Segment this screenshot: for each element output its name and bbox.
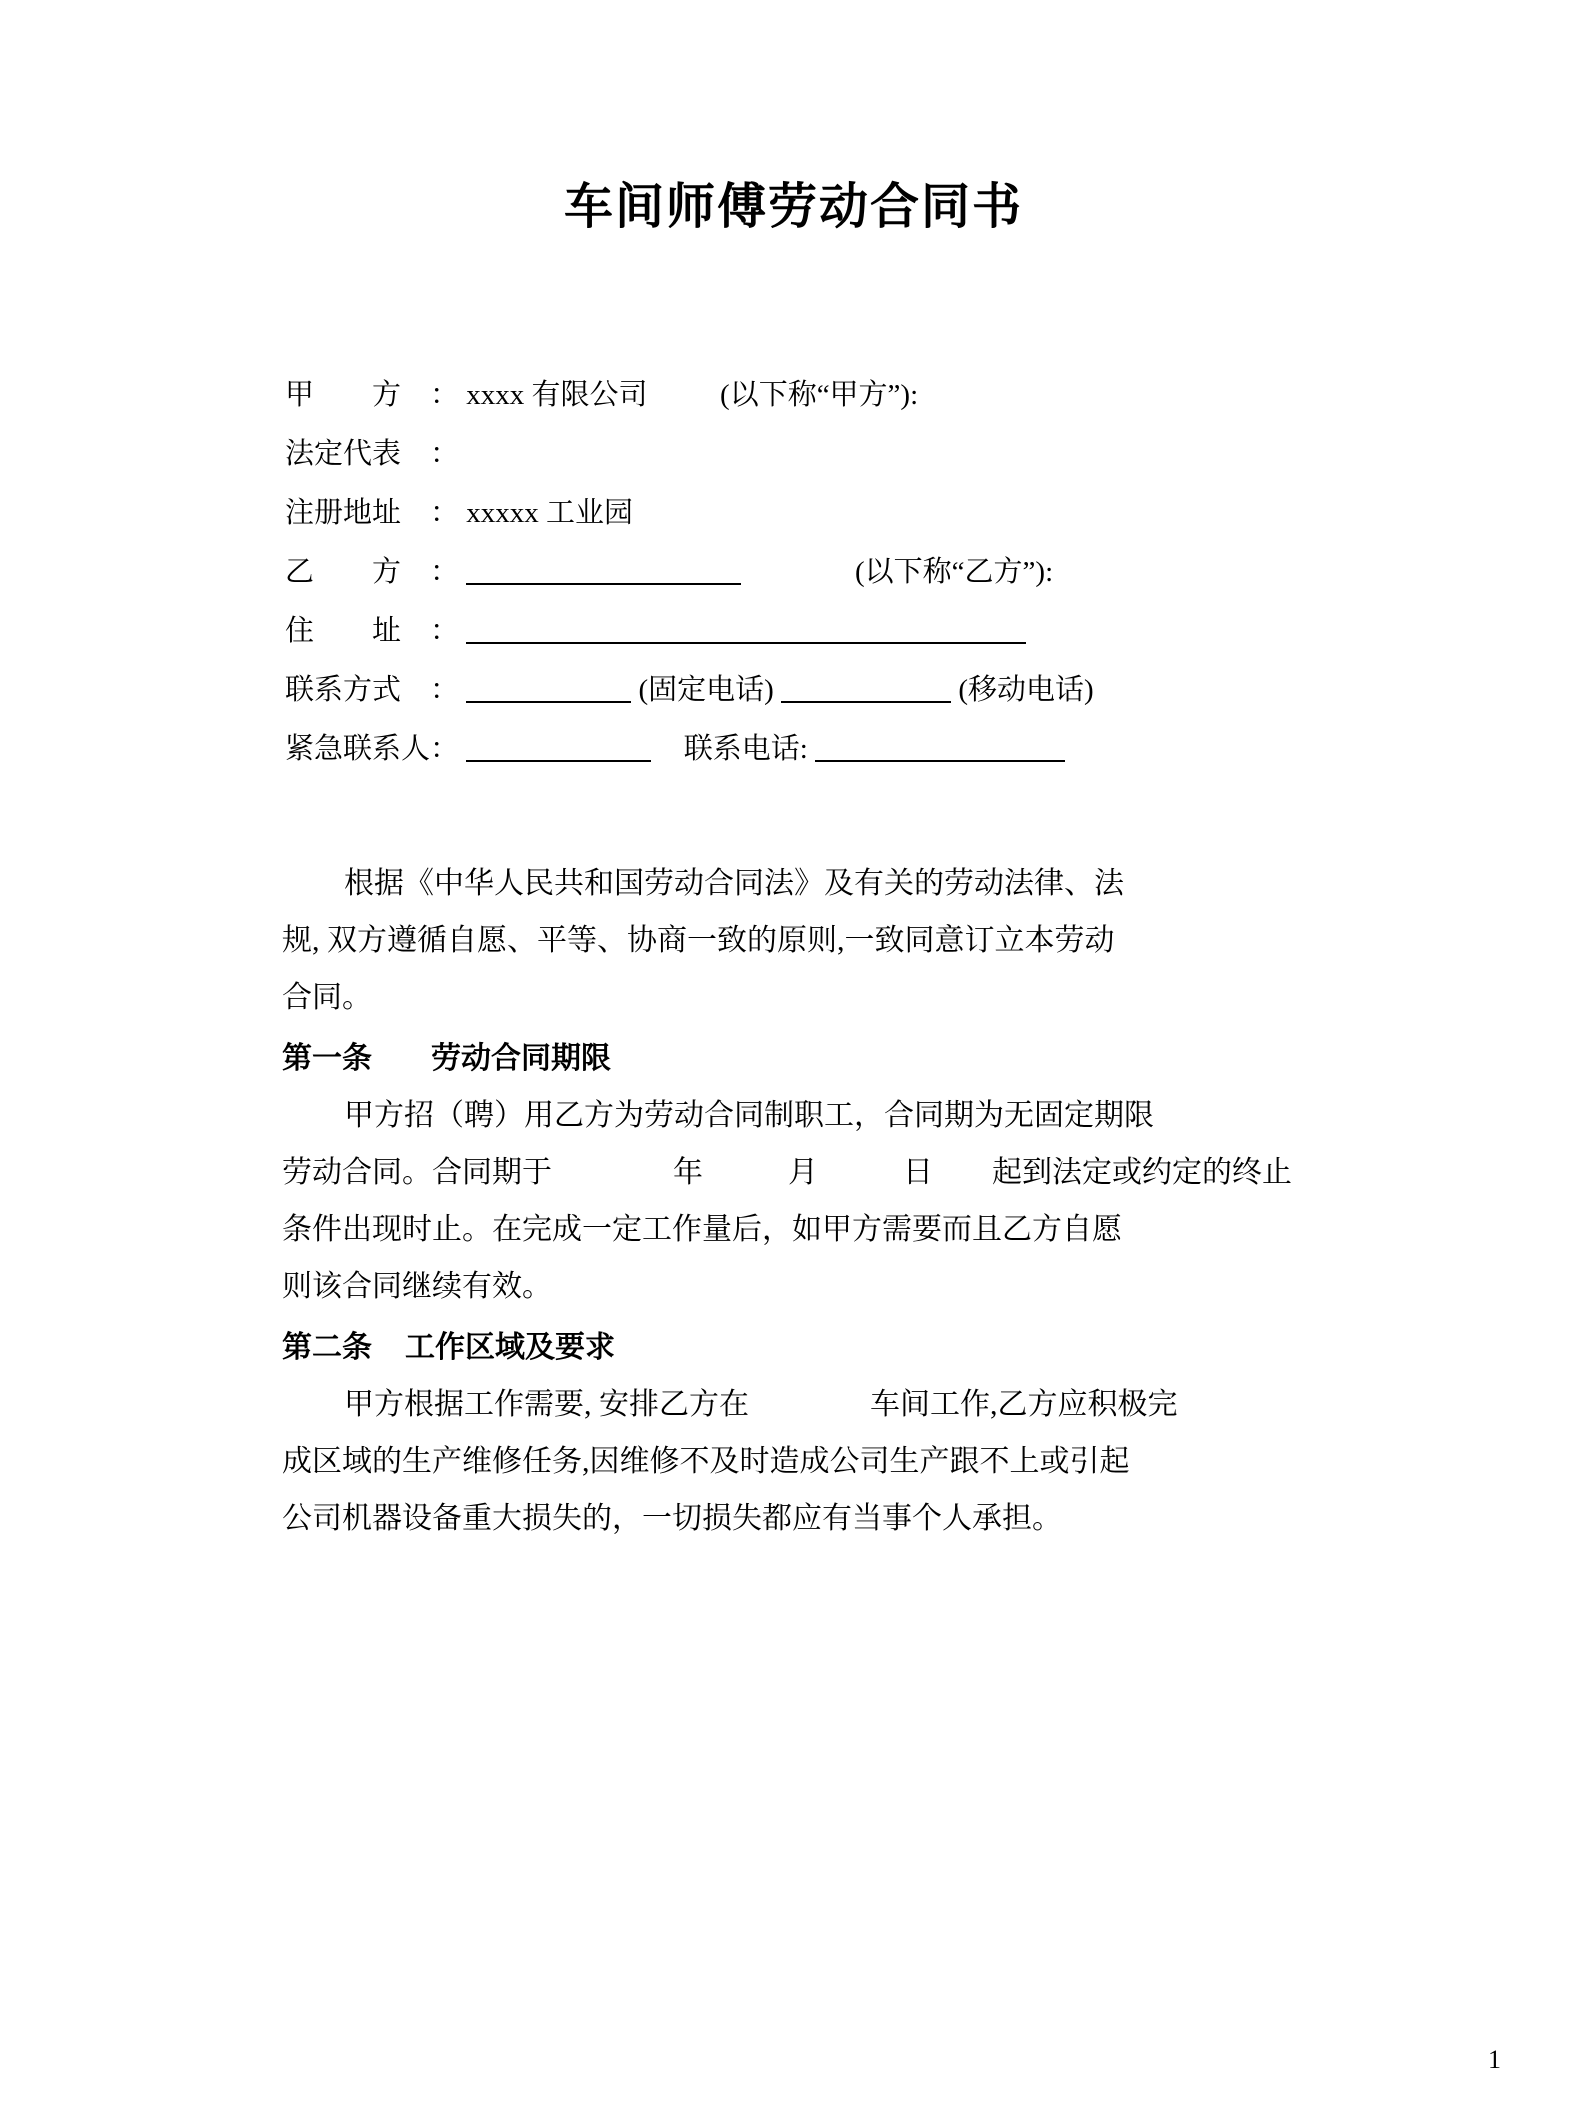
clause-1-line-4: 则该合同继续有效。 xyxy=(282,1270,552,1303)
emergency-contact-line xyxy=(285,720,1467,779)
clause-2-line-1-tail: 车间工作,乙方应积极完 xyxy=(870,1388,1178,1421)
preamble-line-1: 根据《中华人民共和国劳动合同法》及有关的劳动法律、法 xyxy=(344,867,1124,900)
party-info-block xyxy=(0,366,1587,779)
emergency-contact-label: 紧急联系人： xyxy=(285,733,460,765)
clause-1-line-1: 甲方招（聘）用乙方为劳动合同制职工，合同期为无固定期限 xyxy=(344,1099,1154,1132)
document-body xyxy=(0,855,1587,1547)
page-number: 1 xyxy=(1488,2045,1501,2074)
page-title: 车间师傅劳动合同书 xyxy=(563,179,1023,234)
clause-1-year-blank[interactable]: 年 xyxy=(673,1156,703,1189)
party-b-line xyxy=(285,543,1467,602)
party-b-label: 乙 方 ： xyxy=(285,556,460,588)
clause-2-line-2: 成区域的生产维修任务,因维修不及时造成公司生产跟不上或引起 xyxy=(282,1445,1130,1478)
clause-1-month-blank[interactable]: 月 xyxy=(788,1156,818,1189)
clause-2-line-1-text: 甲方根据工作需要, 安排乙方在 xyxy=(344,1388,749,1421)
legal-rep-line xyxy=(285,425,1467,484)
emergency-phone-blank-field[interactable] xyxy=(815,734,1065,762)
fixed-phone-blank-field[interactable] xyxy=(466,675,631,703)
party-a-value: xxxx 有限公司 xyxy=(466,379,648,411)
clause-2-line-3: 公司机器设备重大损失的，一切损失都应有当事个人承担。 xyxy=(282,1502,1062,1535)
party-a-label: 甲 方 ： xyxy=(285,379,460,411)
party-b-blank-field[interactable] xyxy=(466,557,741,585)
reg-address-label: 注册地址 ： xyxy=(285,497,460,529)
contact-line xyxy=(285,661,1467,720)
address-blank-field[interactable] xyxy=(466,616,1026,644)
address-label: 住 址 ： xyxy=(285,615,460,647)
clause-2-heading xyxy=(282,1319,1477,1376)
party-a-line xyxy=(285,366,1467,425)
clause-1-heading xyxy=(282,1030,1477,1087)
mobile-phone-note: (移动电话) xyxy=(958,674,1094,706)
emergency-contact-blank-field[interactable] xyxy=(466,734,651,762)
preamble-line-2: 规, 双方遵循自愿、平等、协商一致的原则,一致同意订立本劳动 xyxy=(282,924,1115,957)
clause-1-line-2-text: 劳动合同。合同期于 xyxy=(282,1156,552,1189)
clause-1-line-2 xyxy=(282,1144,1477,1201)
clause-1-day-blank[interactable]: 日 xyxy=(903,1156,933,1189)
fixed-phone-note: (固定电话) xyxy=(638,674,774,706)
mobile-phone-blank-field[interactable] xyxy=(781,675,951,703)
clause-1-title: 劳动合同期限 xyxy=(431,1042,611,1075)
address-line xyxy=(285,602,1467,661)
clause-1-line-3: 条件出现时止。在完成一定工作量后，如甲方需要而且乙方自愿 xyxy=(282,1213,1122,1246)
reg-address-line xyxy=(285,484,1467,543)
reg-address-value: xxxxx 工业园 xyxy=(466,497,634,529)
party-a-note: (以下称“甲方”): xyxy=(720,379,919,411)
clause-2-title: 工作区域及要求 xyxy=(405,1331,615,1364)
clause-1-number: 第一条 xyxy=(282,1042,372,1075)
preamble-line-3: 合同。 xyxy=(282,981,372,1014)
clause-2-number: 第二条 xyxy=(282,1331,372,1364)
party-b-note: (以下称“乙方”): xyxy=(855,556,1054,588)
contact-label: 联系方式 ： xyxy=(285,674,460,706)
emergency-phone-label: 联系电话: xyxy=(683,733,808,765)
clause-2-line-1 xyxy=(282,1376,1477,1433)
clause-1-line-2-tail: 起到法定或约定的终止 xyxy=(992,1156,1292,1189)
legal-rep-label: 法定代表 ： xyxy=(285,438,460,470)
